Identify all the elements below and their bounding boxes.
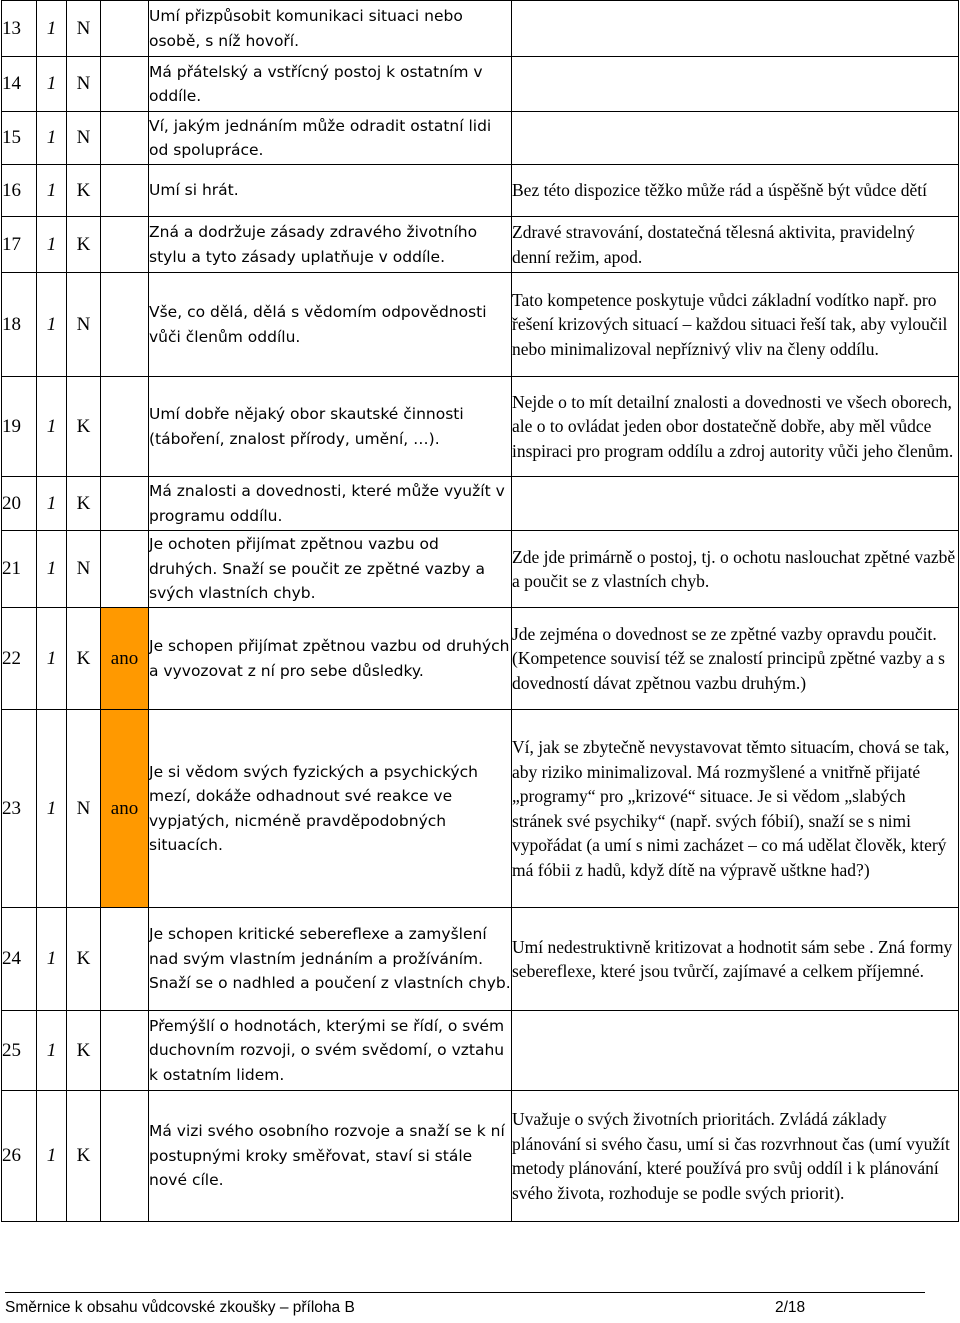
- row-type: N: [67, 1, 101, 57]
- table-row: [2, 1, 959, 57]
- table-row: [2, 710, 959, 908]
- table-row: [2, 165, 959, 217]
- row-number: 18: [2, 273, 37, 377]
- table-row: [2, 57, 959, 112]
- row-mandatory: [101, 1011, 149, 1091]
- row-note: [512, 112, 959, 165]
- row-note: [512, 477, 959, 531]
- row-note: Zde jde primárně o postoj, tj. o ochotu naslouchat zpětné vazbě a poučit se z vlastních chyb.: [512, 531, 959, 608]
- row-number: 23: [2, 710, 37, 908]
- row-mandatory: ano: [101, 710, 149, 908]
- row-number: 21: [2, 531, 37, 608]
- row-description: Je schopen přijímat zpětnou vazbu od druhých a vyvozovat z ní pro sebe důsledky.: [149, 608, 512, 710]
- row-description: Umí si hrát.: [149, 165, 512, 217]
- row-number: 15: [2, 112, 37, 165]
- competence-table: [1, 0, 959, 1222]
- row-mandatory: [101, 531, 149, 608]
- row-type: K: [67, 1011, 101, 1091]
- table-row: [2, 112, 959, 165]
- row-description: Je ochoten přijímat zpětnou vazbu od druhých. Snaží se poučit ze zpětné vazby a svých vlastních chyb.: [149, 531, 512, 608]
- table-row: [2, 1011, 959, 1091]
- row-level: 1: [37, 908, 67, 1011]
- row-type: K: [67, 165, 101, 217]
- table-row: [2, 908, 959, 1011]
- row-description: Je schopen kritické sebereflexe a zamyšlení nad svým vlastním jednáním a prožíváním. Snaží se o nadhled a poučení z vlastních chyb.: [149, 908, 512, 1011]
- row-level: 1: [37, 1011, 67, 1091]
- row-note: Ví, jak se zbytečně nevystavovat těmto situacím, chová se tak, aby riziko minimalizoval. Má rozmyšlené a vnitřně přijaté „programy“ pro „krizové“ situace. Je si vědom „slabých stránek své psychiky“ (např. svých fóbií), snaží se s nimi vypořádat (a umí s nimi zacházet – co má udělat člověk, který má fóbii z hadů, když dítě na výpravě uštkne had?): [512, 710, 959, 908]
- row-level: 1: [37, 273, 67, 377]
- row-level: 1: [37, 1, 67, 57]
- row-note: [512, 1, 959, 57]
- row-mandatory: [101, 165, 149, 217]
- row-mandatory: [101, 377, 149, 477]
- page-footer: [5, 1292, 925, 1316]
- row-mandatory: [101, 57, 149, 112]
- row-level: 1: [37, 531, 67, 608]
- row-level: 1: [37, 710, 67, 908]
- row-note: Umí nedestruktivně kritizovat a hodnotit sám sebe . Zná formy sebereflexe, které jsou tvůrčí, zajímavé a celkem příjemné.: [512, 908, 959, 1011]
- row-type: K: [67, 908, 101, 1011]
- row-mandatory: ano: [101, 608, 149, 710]
- row-level: 1: [37, 57, 67, 112]
- row-type: K: [67, 608, 101, 710]
- row-number: 17: [2, 217, 37, 273]
- row-number: 14: [2, 57, 37, 112]
- row-note: Uvažuje o svých životních prioritách. Zvládá základy plánování si svého času, umí si čas rozvrhnout čas (umí využít metody plánování, které používá pro svůj oddíl i k plánování svého života, rozhoduje se podle svých priorit).: [512, 1091, 959, 1222]
- row-note: Nejde o to mít detailní znalosti a dovednosti ve všech oborech, ale o to ovládat jeden obor dostatečně dobře, aby měl vůdce inspiraci pro program oddílu a zdroj autority vůči jeho členům.: [512, 377, 959, 477]
- row-number: 20: [2, 477, 37, 531]
- row-level: 1: [37, 165, 67, 217]
- row-note: Bez této dispozice těžko může rád a úspěšně být vůdce dětí: [512, 165, 959, 217]
- row-level: 1: [37, 608, 67, 710]
- footer-document-title: Směrnice k obsahu vůdcovské zkoušky – příloha B: [5, 1299, 355, 1316]
- row-type: N: [67, 57, 101, 112]
- row-level: 1: [37, 477, 67, 531]
- row-level: 1: [37, 377, 67, 477]
- row-description: Umí dobře nějaký obor skautské činnosti (táboření, znalost přírody, umění, …).: [149, 377, 512, 477]
- table-row: [2, 273, 959, 377]
- row-number: 19: [2, 377, 37, 477]
- row-number: 24: [2, 908, 37, 1011]
- row-mandatory: [101, 1091, 149, 1222]
- row-number: 22: [2, 608, 37, 710]
- row-number: 13: [2, 1, 37, 57]
- row-mandatory: [101, 112, 149, 165]
- row-note: [512, 1011, 959, 1091]
- row-type: N: [67, 531, 101, 608]
- row-type: N: [67, 273, 101, 377]
- table-row: [2, 531, 959, 608]
- row-type: K: [67, 377, 101, 477]
- table-row: [2, 608, 959, 710]
- row-mandatory: [101, 1, 149, 57]
- row-level: 1: [37, 217, 67, 273]
- table-row: [2, 217, 959, 273]
- row-type: N: [67, 112, 101, 165]
- row-type: N: [67, 710, 101, 908]
- row-note: Jde zejména o dovednost se ze zpětné vazby opravdu poučit. (Kompetence souvisí též se znalostí principů zpětné vazby a s dovedností dávat zpětnou vazbu druhým.): [512, 608, 959, 710]
- row-mandatory: [101, 273, 149, 377]
- row-note: Zdravé stravování, dostatečná tělesná aktivita, pravidelný denní režim, apod.: [512, 217, 959, 273]
- row-type: K: [67, 217, 101, 273]
- row-description: Má znalosti a dovednosti, které může využít v programu oddílu.: [149, 477, 512, 531]
- row-note: [512, 57, 959, 112]
- row-description: Má vizi svého osobního rozvoje a snaží se k ní postupnými kroky směřovat, staví si stále nové cíle.: [149, 1091, 512, 1222]
- row-description: Vše, co dělá, dělá s vědomím odpovědnosti vůči členům oddílu.: [149, 273, 512, 377]
- row-description: Přemýšlí o hodnotách, kterými se řídí, o svém duchovním rozvoji, o svém svědomí, o vztahu k ostatním lidem.: [149, 1011, 512, 1091]
- row-type: K: [67, 477, 101, 531]
- row-description: Je si vědom svých fyzických a psychických mezí, dokáže odhadnout své reakce ve vypjatých, nicméně pravděpodobných situacích.: [149, 710, 512, 908]
- row-number: 26: [2, 1091, 37, 1222]
- table-row: [2, 477, 959, 531]
- row-mandatory: [101, 217, 149, 273]
- row-description: Má přátelský a vstřícný postoj k ostatním v oddíle.: [149, 57, 512, 112]
- row-mandatory: [101, 477, 149, 531]
- row-description: Ví, jakým jednáním může odradit ostatní lidi od spolupráce.: [149, 112, 512, 165]
- table-row: [2, 377, 959, 477]
- row-level: 1: [37, 112, 67, 165]
- table-row: [2, 1091, 959, 1222]
- row-level: 1: [37, 1091, 67, 1222]
- row-number: 25: [2, 1011, 37, 1091]
- row-mandatory: [101, 908, 149, 1011]
- row-note: Tato kompetence poskytuje vůdci základní vodítko např. pro řešení krizových situací – každou situaci řeší tak, aby vyloučil nebo minimalizoval nepříznivý vliv na členy oddílu.: [512, 273, 959, 377]
- row-number: 16: [2, 165, 37, 217]
- footer-page-number: 2/18: [775, 1299, 806, 1316]
- row-description: Zná a dodržuje zásady zdravého životního stylu a tyto zásady uplatňuje v oddíle.: [149, 217, 512, 273]
- row-description: Umí přizpůsobit komunikaci situaci nebo osobě, s níž hovoří.: [149, 1, 512, 57]
- row-type: K: [67, 1091, 101, 1222]
